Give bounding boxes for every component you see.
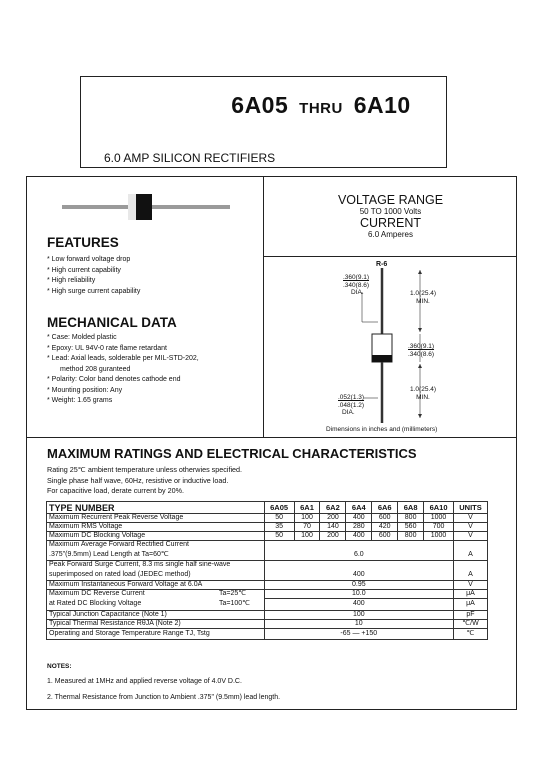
ir-label: Maximum DC Reverse Current bbox=[49, 590, 145, 598]
intro-line: For capacitive load, derate current by 20%. bbox=[47, 486, 185, 495]
cell: 400 bbox=[264, 599, 453, 611]
dim-min2: MIN. bbox=[416, 393, 430, 401]
table-row bbox=[47, 532, 488, 541]
row-label bbox=[47, 590, 265, 599]
row-label bbox=[47, 599, 265, 611]
header-cell: 6A4 bbox=[346, 502, 372, 514]
dim-body1: .360(9.1) bbox=[408, 343, 435, 350]
dim-body2: .340(8.6) bbox=[408, 350, 435, 358]
dim-lead2: .048(1.2) bbox=[338, 401, 365, 409]
cell: 200 bbox=[320, 514, 346, 523]
cell: 800 bbox=[398, 514, 424, 523]
feature-item: * High reliability bbox=[47, 277, 96, 284]
dim-d2: .340(8.6) bbox=[343, 281, 370, 289]
features-list bbox=[47, 255, 140, 297]
dimension-caption: Dimensions in inches and (millimeters) bbox=[326, 426, 438, 433]
header-cell: 6A10 bbox=[424, 502, 454, 514]
dim-group-4 bbox=[410, 386, 436, 401]
header-cell: 6A8 bbox=[398, 502, 424, 514]
row-label: Peak Forward Surge Current, 8.3 ms single half sine-wave bbox=[47, 561, 265, 570]
unit-cell: ℃/W bbox=[453, 619, 487, 628]
cell: 10 bbox=[264, 619, 453, 628]
dim-len1: 1.0(25.4) bbox=[410, 290, 437, 297]
ratings-table bbox=[46, 501, 488, 640]
unit-cell: μA bbox=[453, 590, 487, 599]
cell: 140 bbox=[320, 523, 346, 532]
diode-illustration bbox=[62, 192, 230, 222]
cell: 420 bbox=[372, 523, 398, 532]
dim-group-5 bbox=[338, 394, 364, 417]
dim-group-2 bbox=[410, 290, 436, 305]
unit-cell: A bbox=[453, 569, 487, 581]
voltage-divider bbox=[263, 256, 517, 257]
cell: 10.0 bbox=[264, 590, 453, 599]
part-to: 6A10 bbox=[353, 92, 411, 118]
current-value: 6.0 Amperes bbox=[368, 230, 413, 239]
mech-item: * Case: Molded plastic bbox=[47, 334, 117, 341]
header-cell: TYPE NUMBER bbox=[47, 502, 265, 514]
header-cell: 6A05 bbox=[264, 502, 294, 514]
table-header-row bbox=[47, 502, 488, 514]
row-label: Maximum Average Forward Rectified Current bbox=[47, 541, 265, 550]
unit-cell: V bbox=[453, 532, 487, 541]
ratings-intro bbox=[47, 465, 242, 497]
cell: 600 bbox=[372, 514, 398, 523]
table-row bbox=[47, 569, 488, 581]
row-label: superimposed on rated load (JEDEC method) bbox=[47, 569, 265, 581]
mech-item: * Lead: Axial leads, solderable per MIL-STD-202, bbox=[47, 355, 199, 362]
blank-cell bbox=[264, 541, 453, 550]
dim-min1: MIN. bbox=[416, 297, 430, 305]
cell: 100 bbox=[264, 610, 453, 619]
mech-item: * Weight: 1.65 grams bbox=[47, 397, 113, 404]
blank-cell bbox=[453, 561, 487, 570]
ratings-title: MAXIMUM RATINGS AND ELECTRICAL CHARACTERISTICS bbox=[47, 446, 417, 461]
blank-cell bbox=[453, 541, 487, 550]
package-label: R-6 bbox=[376, 261, 388, 268]
cell: 6.0 bbox=[264, 549, 453, 561]
dim-dia2: DIA. bbox=[342, 409, 355, 416]
voltage-title: VOLTAGE RANGE bbox=[337, 193, 444, 207]
unit-cell: pF bbox=[453, 610, 487, 619]
header-cell: 6A6 bbox=[372, 502, 398, 514]
notes-title: NOTES: bbox=[47, 663, 72, 670]
cell: -65 — +150 bbox=[264, 628, 453, 639]
cell: 70 bbox=[294, 523, 320, 532]
table-row bbox=[47, 514, 488, 523]
cell: 1000 bbox=[424, 514, 454, 523]
feature-item: * High current capability bbox=[47, 266, 121, 274]
mech-item: * Polarity: Color band denotes cathode end bbox=[47, 376, 181, 383]
cell: 560 bbox=[398, 523, 424, 532]
ir-cond: Ta=25℃ bbox=[219, 590, 247, 598]
header-cell: 6A2 bbox=[320, 502, 346, 514]
cell: 400 bbox=[346, 514, 372, 523]
unit-cell: V bbox=[453, 514, 487, 523]
cell: 400 bbox=[346, 532, 372, 541]
row-label: Operating and Storage Temperature Range TJ, Tstg bbox=[47, 628, 265, 639]
blank-cell bbox=[264, 561, 453, 570]
cell: 0.95 bbox=[264, 581, 453, 590]
unit-cell: μA bbox=[453, 599, 487, 611]
cell: 800 bbox=[398, 532, 424, 541]
voltage-block bbox=[264, 193, 517, 239]
header-cell: UNITS bbox=[453, 502, 487, 514]
cell: 50 bbox=[264, 514, 294, 523]
cell: 100 bbox=[294, 514, 320, 523]
row-label: Maximum RMS Voltage bbox=[47, 523, 265, 532]
ir-cond: Ta=100℃ bbox=[219, 600, 251, 607]
ir-label: at Rated DC Blocking Voltage bbox=[49, 600, 142, 607]
cell: 35 bbox=[264, 523, 294, 532]
mech-item: * Mounting position: Any bbox=[47, 386, 123, 394]
row-label: Maximum Recurrent Peak Reverse Voltage bbox=[47, 514, 265, 523]
table-row bbox=[47, 590, 488, 599]
feature-item: * High surge current capability bbox=[47, 287, 141, 295]
dim-dia: DIA. bbox=[351, 289, 364, 296]
voltage-value: 50 TO 1000 Volts bbox=[359, 207, 422, 216]
current-title: CURRENT bbox=[359, 216, 422, 230]
row-label: Typical Thermal Resistance RθJA (Note 2) bbox=[47, 619, 265, 628]
table-row bbox=[47, 549, 488, 561]
thru-label: THRU bbox=[299, 100, 343, 117]
table-row bbox=[47, 561, 488, 570]
dim-group-1 bbox=[343, 274, 369, 297]
cell: 100 bbox=[294, 532, 320, 541]
cell: 280 bbox=[346, 523, 372, 532]
unit-cell: A bbox=[453, 549, 487, 561]
page-title bbox=[0, 92, 542, 119]
intro-line: Rating 25℃ ambient temperature unless otherwies specified. bbox=[47, 465, 243, 474]
table-row bbox=[47, 628, 488, 639]
ratings-divider bbox=[26, 437, 517, 438]
mech-item: * Epoxy: UL 94V-0 rate flame retardant bbox=[47, 344, 167, 352]
dim-len2: 1.0(25.4) bbox=[410, 386, 437, 393]
mechanical-list bbox=[47, 333, 199, 407]
table-row bbox=[47, 581, 488, 590]
dim-d1: .360(9.1) bbox=[343, 274, 370, 281]
table-row bbox=[47, 599, 488, 611]
subtitle: 6.0 AMP SILICON RECTIFIERS bbox=[104, 151, 276, 165]
row-label: Maximum DC Blocking Voltage bbox=[47, 532, 265, 541]
unit-cell: V bbox=[453, 523, 487, 532]
cell: 400 bbox=[264, 569, 453, 581]
mechanical-title: MECHANICAL DATA bbox=[47, 315, 177, 330]
unit-cell: ℃ bbox=[453, 628, 487, 639]
note-1: 1. Measured at 1MHz and applied reverse voltage of 4.0V D.C. bbox=[47, 678, 242, 685]
cell: 50 bbox=[264, 532, 294, 541]
cell: 200 bbox=[320, 532, 346, 541]
note-2: 2. Thermal Resistance from Junction to Ambient .375" (9.5mm) lead length. bbox=[47, 694, 281, 701]
unit-cell: V bbox=[453, 581, 487, 590]
row-label: Maximum Instantaneous Forward Voltage at 6.0A bbox=[47, 581, 265, 590]
features-title: FEATURES bbox=[47, 235, 119, 250]
row-label: Typical Junction Capacitance (Note 1) bbox=[47, 610, 265, 619]
mech-item: method 208 guranteed bbox=[60, 365, 131, 373]
part-from: 6A05 bbox=[231, 92, 289, 118]
dim-lead1: .052(1.3) bbox=[338, 394, 365, 401]
header-cell: 6A1 bbox=[294, 502, 320, 514]
table-row bbox=[47, 541, 488, 550]
dim-group-3 bbox=[408, 343, 434, 358]
intro-line: Single phase half wave, 60Hz, resistive or inductive load. bbox=[47, 475, 229, 485]
cell: 1000 bbox=[424, 532, 454, 541]
table-row bbox=[47, 523, 488, 532]
feature-item: * Low forward voltage drop bbox=[47, 256, 131, 263]
table-row bbox=[47, 619, 488, 628]
row-label: .375"(9.5mm) Lead Length at Ta=60℃ bbox=[47, 549, 265, 561]
table-row bbox=[47, 610, 488, 619]
cell: 600 bbox=[372, 532, 398, 541]
cell: 700 bbox=[424, 523, 454, 532]
